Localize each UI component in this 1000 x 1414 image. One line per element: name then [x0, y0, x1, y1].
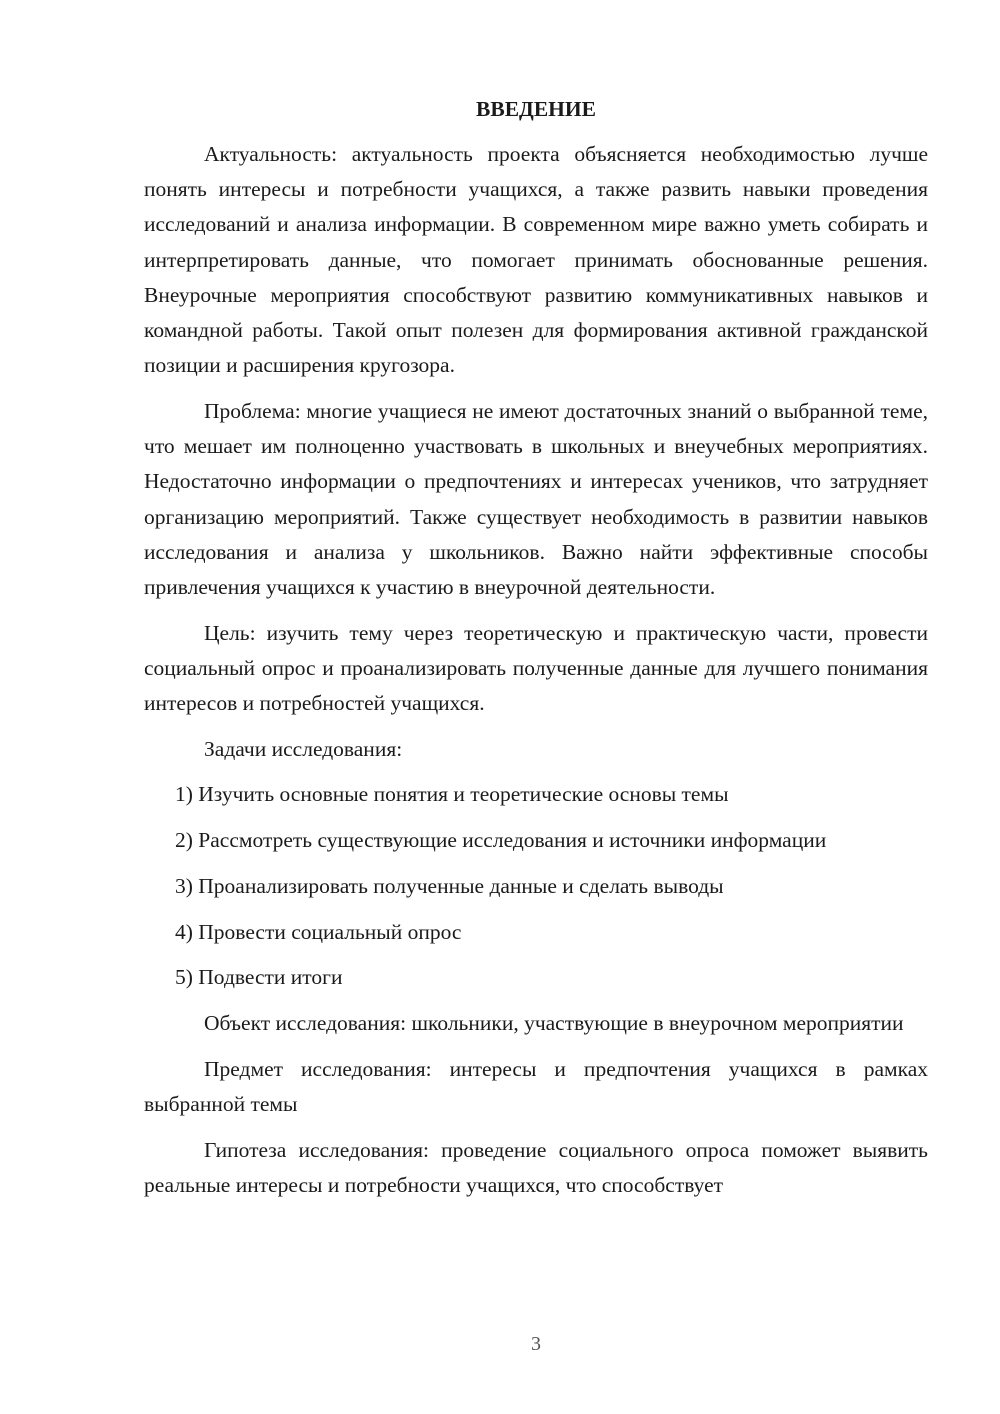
task-item: 5) Подвести итоги [175, 965, 343, 990]
paragraph-goal: Цель: изучить тему через теоретическую и практическую части, провести социальный опрос и проанализировать полученные данные для лучшего понимания интересов и потребностей учащихся. [144, 620, 928, 716]
paragraph-relevance: Актуальность: актуальность проекта объясняется необходимостью лучше понять интересы и потребности учащихся, а также развить навыки проведения исследований и анализа информации. В современном мире важно уметь собирать и интерпретировать данные, что помогает принимать обоснованные решения. Внеурочные мероприятия способствуют развитию коммуникативных навыков и командной работы. Такой опыт полезен для формирования активной гражданской позиции и расширения кругозора. [144, 142, 928, 378]
task-item: 1) Изучить основные понятия и теоретические основы темы [175, 782, 729, 807]
task-item: 3) Проанализировать полученные данные и сделать выводы [175, 873, 724, 898]
paragraph-hypothesis: Гипотеза исследования: проведение социального опроса поможет выявить реальные интересы и потребности учащихся, что способствует [144, 1137, 928, 1197]
task-item: 4) Провести социальный опрос [175, 919, 462, 944]
page-number: 3 [531, 1333, 541, 1355]
task-item: 2) Рассмотреть существующие исследования и источники информации [175, 828, 827, 853]
paragraph-subject: Предмет исследования: интересы и предпочтения учащихся в рамках выбранной темы [144, 1056, 928, 1116]
tasks-heading: Задачи исследования: [204, 736, 403, 761]
page-content [144, 92, 928, 1213]
paragraph-object: Объект исследования: школьники, участвующие в внеурочном мероприятии [204, 1010, 904, 1035]
section-title: ВВЕДЕНИЕ [476, 97, 596, 121]
paragraph-problem: Проблема: многие учащиеся не имеют достаточных знаний о выбранной теме, что мешает им полноценно участвовать в школьных и внеучебных мероприятиях. Недостаточно информации о предпочтениях и интересах учеников, что затрудняет организацию мероприятий. Также существует необходимость в развитии навыков исследования и анализа у школьников. Важно найти эффективные способы привлечения учащихся к участию в внеурочной деятельности. [144, 398, 928, 599]
tasks-list [144, 777, 928, 995]
